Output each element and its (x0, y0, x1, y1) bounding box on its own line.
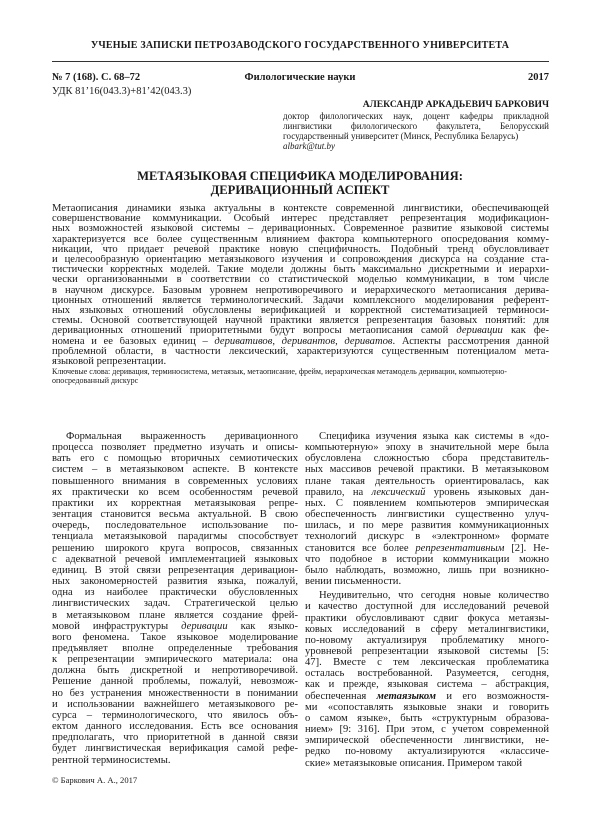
text: с адекватной речевой имплементацией языковых (52, 553, 298, 565)
text: ных закономерностей развития языка, пожалуй, (52, 576, 298, 588)
text: вении письменности. (305, 576, 402, 588)
text-line (52, 316, 549, 326)
text: ных. С появлением компьютеров эмпирическая (305, 497, 549, 509)
emphasis: репрезентативным (415, 542, 505, 554)
text: деривационных отношений приоритетными будут вопросы метаописания самой (52, 326, 457, 337)
text-line (305, 635, 549, 646)
text-line (52, 347, 549, 357)
text-line (52, 688, 298, 699)
text-line (305, 624, 549, 635)
text: практики их корректная метаязыковая репре- (52, 497, 298, 509)
text-line (52, 265, 549, 275)
text: обеспеченная (305, 690, 377, 702)
text: характеризуется все более существенным влиянием фактора компьютерного опосредования комму- (52, 234, 549, 245)
text-line (305, 713, 549, 724)
emphasis: деривации (181, 620, 228, 632)
text: ных массивов речевой практики. В метаязыковом (305, 464, 549, 476)
text: ных возможностей языковой системы – деривационных. Современное развитие языковой системы (52, 224, 549, 235)
title-line-1: МЕТАЯЗЫКОВАЯ СПЕЦИФИКА МОДЕЛИРОВАНИЯ: (137, 169, 463, 183)
text-line (52, 204, 549, 214)
header-rule (52, 61, 549, 62)
text: Метаописания динамики языка актуальны в контексте современной лингвистики, обеспечивающей (52, 204, 549, 214)
text: Специфика изучения языка как системы в «до- (319, 431, 549, 442)
text: становится все более (305, 542, 416, 554)
text-line (305, 576, 549, 587)
text: и качество доступной для исследований речевой (305, 601, 549, 613)
text-line (305, 509, 549, 520)
text: и его возможностя- (436, 690, 549, 702)
emphasis: деривации (456, 326, 503, 337)
text: [2]. Не- (504, 542, 549, 554)
text-line (52, 214, 549, 224)
text-line (305, 520, 549, 531)
text-line (52, 453, 298, 464)
text-line (52, 357, 549, 367)
text-line (52, 565, 298, 576)
emphasis: дериватов (344, 336, 393, 347)
journal-title: УЧЕНЫЕ ЗАПИСКИ ПЕТРОЗАВОДСКОГО ГОСУДАРСТВЕННОГО УНИВЕРСИТЕТА (90, 40, 510, 51)
text-line (305, 476, 549, 487)
text: и целесообразную ориентацию метаязыкового изучения и сопровождения дискурса на создание ста- (52, 255, 549, 266)
text: и использовании важнейшего метаязыкового ре- (52, 698, 298, 710)
body-left-column (52, 431, 298, 766)
text-line (305, 746, 549, 757)
text: ковых исследований в сферу металингвистики, (305, 623, 549, 635)
text: одна из наиболее практически обусловленных (52, 587, 298, 599)
text: по-новому актуализируя проблематику много- (305, 634, 549, 646)
text-line (305, 498, 549, 509)
emphasis: деривантов (281, 336, 336, 347)
text-line (52, 554, 298, 565)
text-line (52, 598, 298, 609)
text: шилась, и по мере развития коммуникационных (305, 520, 549, 532)
text: уровневой репрезентации языковой системы [5: (305, 645, 549, 657)
text: проблемной области, в частности лексический, характеризуются существенным потенциалом мета- (52, 346, 549, 357)
text: систем – в метаязыковом аспекте. В контексте (52, 464, 298, 476)
text-line (52, 576, 298, 587)
text-line (305, 691, 549, 702)
udk-code: УДК 81’16(043.3)+81’42(043.3) (52, 86, 192, 97)
text-line (305, 758, 549, 769)
text: эмпирической обеспеченности лингвистики, не- (305, 735, 549, 747)
text-line (52, 326, 549, 336)
text-line (52, 721, 298, 732)
text: обусловлена сложностью сбора представитель- (305, 453, 549, 465)
emphasis: деривативов (214, 336, 273, 347)
text-line (52, 520, 298, 531)
text-line (52, 296, 549, 306)
text: практики обусловливают сдвиг фокуса метаязы- (305, 612, 549, 624)
text-line (52, 431, 298, 442)
text-line (305, 554, 549, 565)
text-line (52, 676, 298, 687)
copyright: © Баркович А. А., 2017 (52, 775, 138, 785)
text-line (305, 453, 549, 464)
strong-emphasis: метаязыком (376, 690, 437, 702)
text-line (52, 743, 298, 754)
text: Формальная выраженность деривационного (66, 431, 298, 442)
text: вать его с помощью вторичных семиотических (52, 453, 298, 465)
text-line (52, 442, 298, 453)
paragraph (305, 431, 549, 587)
issue-info: № 7 (168). С. 68–72 (52, 72, 141, 83)
text-line (52, 509, 298, 520)
text: осталась востребованной. Разумеется, сегодня, (305, 668, 549, 680)
text-line (52, 255, 549, 265)
text-line (305, 543, 549, 554)
text-line (52, 275, 549, 285)
text-line (52, 476, 298, 487)
paragraph (52, 204, 549, 367)
text-line (305, 464, 549, 475)
text-line (52, 665, 298, 676)
text: вого феномена. Такое языковое моделирование (52, 631, 298, 643)
section-name: Филологические науки (244, 72, 356, 83)
text: редко по-новому актуализируются «классиче- (305, 746, 549, 758)
text-line (52, 337, 549, 347)
text: обеспеченность лингвистики существенно улуч- (305, 509, 549, 521)
text: технологий дискурс в «электронном» формате (305, 531, 549, 543)
text: мовой инфраструктуры (52, 620, 182, 632)
text: никации, что придает речевой практике новую специфичность. Подобный тренд обусловливает (52, 244, 549, 255)
text-line (305, 679, 549, 690)
text: зентация становится весьма актуальной. В свою (52, 509, 298, 521)
text: стемы. Основой соответствующей научной практики является репрезентация базовых понятий: для (52, 316, 549, 327)
text: единиц. В этой связи репрезентация деривацион- (52, 564, 298, 576)
text-line (305, 735, 549, 746)
text: будет лингвистическая верификация само́й рефе- (52, 743, 298, 755)
text-line (305, 487, 549, 498)
text-line (305, 657, 549, 668)
text: процесса позволяет предметно изучать и описы- (52, 442, 298, 454)
text-line (52, 543, 298, 554)
text-line (305, 531, 549, 542)
author-block (283, 100, 549, 151)
text: в научном дискурсе. Базовым уровнем непротиворечивого и иерархического метаописания дерива- (52, 285, 549, 296)
text-line (52, 306, 549, 316)
text-line (52, 755, 298, 766)
text: повышенного внимания в современных условиях (52, 475, 298, 487)
text-line (52, 286, 549, 296)
text: к репрезентации эмпирического материала: она (52, 654, 298, 666)
article-title (0, 170, 600, 197)
text: что подобное в истории коммуникации можно (305, 553, 549, 565)
text: 47]. Вместе с тем лексическая проблематика (305, 657, 549, 669)
text: предъявляет вполне определенные требования (52, 642, 298, 654)
text-line (305, 590, 549, 601)
text: компьютерную» эпоху в значительной мере была (305, 442, 549, 454)
text: плане такая деятельность ориентировалась, как (305, 475, 549, 487)
text: как фе- (502, 326, 549, 337)
text: о самом языке», быть «структурным образова- (305, 712, 549, 724)
paragraph (52, 431, 298, 766)
text: ционных отношений является терминологический. Задачи комплексного моделирования референт- (52, 295, 549, 306)
text-line (52, 464, 298, 475)
text-line (305, 431, 549, 442)
text-line (52, 498, 298, 509)
text-line (52, 487, 298, 498)
text: правило, на (305, 486, 372, 498)
text: должна быть дискретной и непротиворечивой. (52, 665, 298, 677)
text-line (52, 654, 298, 665)
text: . Аспекты рассмотрения данной (392, 336, 549, 347)
text: тенциала метаязыковой парадигмы способствует (52, 531, 298, 543)
text: тистически корректных моделей. Такие модели должны быть максимально дискретными и иерархи- (52, 265, 549, 276)
keywords: Ключевые слова: деривация, терминосистема, метаязык, метаописание, фрейм, иерархическая метамодель деривации, компьютерно-опосредованный дискурс (52, 367, 507, 386)
text: уровень языковых дан- (425, 486, 549, 498)
text-line (52, 732, 298, 743)
text: рентной терминосистемы. (52, 754, 171, 766)
text: Решение данной проблемы, пожалуй, невозмож- (52, 676, 298, 688)
paragraph (305, 590, 549, 769)
text: нием» [9: 316]. При этом, с учетом современной (305, 724, 549, 736)
text: ми «сопоставлять языковые знаки и говорить (305, 701, 549, 713)
author-name: АЛЕКСАНДР АРКАДЬЕВИЧ БАРКОВИЧ (362, 99, 549, 110)
text-line (305, 613, 549, 624)
year: 2017 (528, 72, 549, 83)
text: как и прежде, языковая система – абстракция, (305, 679, 549, 691)
text: предполагать, что приоритетной в данной связи (52, 732, 298, 744)
text-line (305, 668, 549, 679)
text-line (52, 224, 549, 234)
text: Неудивительно, что сегодня новые количество (319, 590, 549, 602)
text: ях практически ко всем особенностям речевой (52, 486, 298, 498)
text: ектом данного исследования. Есть все основания (52, 721, 298, 733)
text-line (52, 699, 298, 710)
text: ных языковых отношений обусловлены верификацией и корректной систематизацией терминоси- (52, 306, 549, 317)
text-line (52, 531, 298, 542)
text-line (52, 643, 298, 654)
text-line (305, 702, 549, 713)
text-line (52, 632, 298, 643)
text-line (305, 646, 549, 657)
text: решению широкого круга вопросов, связанных (52, 542, 298, 554)
text: как языко- (227, 620, 298, 632)
text-line (305, 601, 549, 612)
text: чески организованными в соответствии со статистической моделью коммуникации, в том числе (52, 275, 549, 286)
text: лингвистических задач. Стратегической целью (52, 598, 298, 610)
body-right-column (305, 431, 549, 769)
author-email[interactable]: albark@tut.by (283, 141, 336, 151)
text: очередь, последовательное использование по- (52, 520, 298, 532)
text: , (335, 336, 345, 347)
text: номена и ее базовых единиц – (52, 336, 215, 347)
author-affiliation: доктор филологических наук, доцент кафедры прикладной лингвистики филологического факультета, Белорусский государственный университет (Минск, Республика Беларусь) (283, 111, 549, 141)
text-line (52, 710, 298, 721)
emphasis: лексический (371, 486, 426, 498)
text-line (52, 610, 298, 621)
text-line (52, 587, 298, 598)
abstract (52, 204, 549, 367)
text: в метаязыковом плане является создание фрей- (52, 609, 298, 621)
text-line (52, 621, 298, 632)
text: ские» метаязыковые описания. Примером такой (305, 757, 523, 769)
text: языковой репрезентации. (52, 357, 167, 368)
text-line (305, 724, 549, 735)
text: , (272, 336, 282, 347)
text: совершенствование коммуникации. Особый интерес представляет репрезентация модификацион- (52, 214, 549, 225)
title-line-2: ДЕРИВАЦИОННЫЙ АСПЕКТ (210, 182, 390, 197)
text: но без устранения множественности в понимании (52, 687, 298, 699)
text: сурса – терминологического, что явилось объ- (52, 709, 298, 721)
text-line (305, 442, 549, 453)
text-line (52, 235, 549, 245)
text: было наблюдать, возможно, лишь при возникно- (305, 564, 549, 576)
text-line (305, 565, 549, 576)
text-line (52, 245, 549, 255)
